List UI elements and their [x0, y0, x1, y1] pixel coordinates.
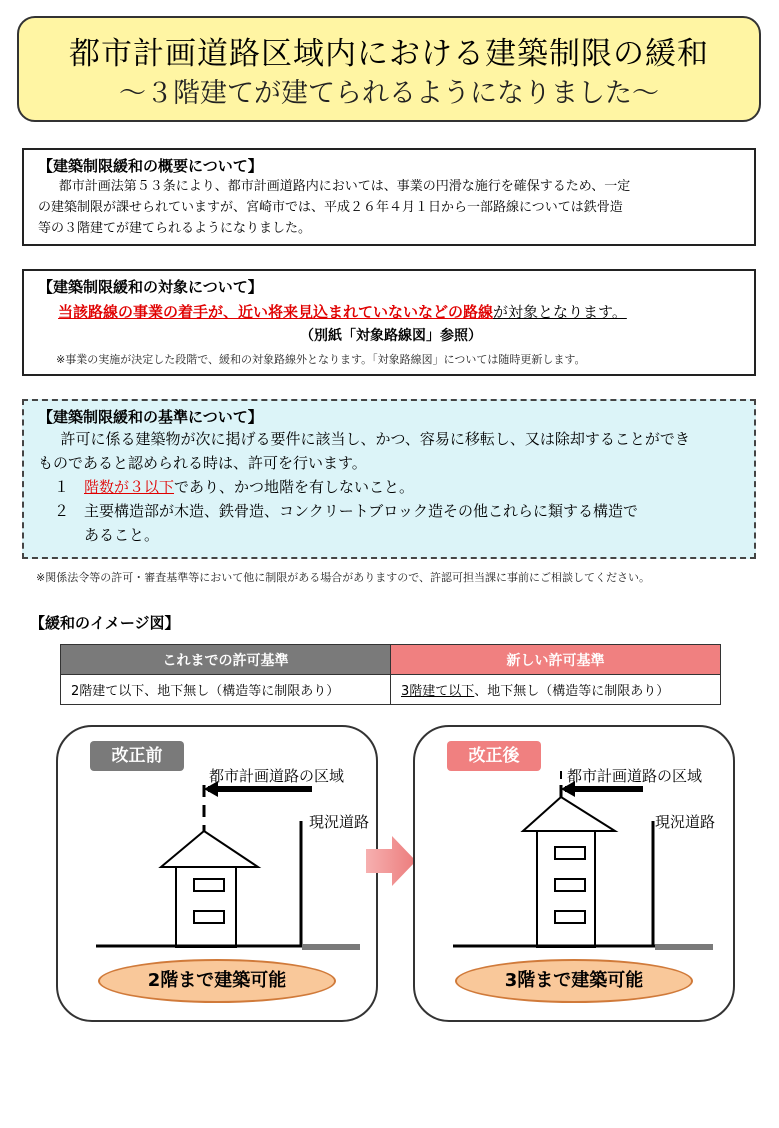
old-criteria-header: これまでの許可基準 — [61, 645, 391, 675]
after-tag: 改正後 — [447, 741, 541, 771]
target-note: ※事業の実施が決定した段階で、緩和の対象路線外となります。「対象路線図」については随時更新します。 — [56, 353, 586, 366]
new-criteria-value — [391, 675, 721, 705]
title-banner — [17, 16, 761, 122]
requirement-2-number: ２ — [54, 502, 70, 520]
requirement-1-number: １ — [54, 478, 70, 496]
before-tag: 改正前 — [90, 741, 184, 771]
before-result: 2階まで建築可能 — [98, 959, 336, 1003]
target-box — [22, 269, 756, 376]
criteria-line-1: 許可に係る建築物が次に掲げる要件に該当し、かつ、容易に移転し、又は除却することができ — [60, 430, 690, 448]
criteria-line-2: ものであると認められる時は、許可を行います。 — [38, 454, 367, 472]
requirement-2-continued: あること。 — [84, 526, 160, 544]
requirement-2-text: 主要構造部が木造、鉄骨造、コンクリートブロック造その他これらに類する構造で — [84, 502, 638, 520]
new-criteria-rest: 、地下無し（構造等に制限あり） — [474, 684, 670, 699]
new-criteria-emphasis: 3階建て以下 — [401, 684, 475, 699]
after-panel — [413, 725, 735, 1022]
image-section-title: 【緩和のイメージ図】 — [30, 614, 180, 632]
overview-line-3: 等の３階建てが建てられるようになりました。 — [38, 221, 312, 236]
page-subtitle: ～３階建てが建てられるようになりました～ — [119, 78, 659, 109]
before-road-label: 現況道路 — [309, 813, 370, 831]
target-reference: （別紙「対象路線図」参照） — [300, 328, 482, 344]
after-road-label: 現況道路 — [655, 813, 716, 831]
target-red-text: 当該路線の事業の着手が、近い将来見込まれていないなどの路線 — [58, 303, 494, 321]
after-result: 3階まで建築可能 — [455, 959, 693, 1003]
window-floor-1 — [194, 911, 224, 923]
window-floor-2 — [194, 879, 224, 891]
overview-line-2: の建築制限が課せられていますが、宮崎市では、平成２６年４月１日から一部路線については鉄骨造 — [38, 200, 623, 215]
requirement-1-text: であり、かつ地階を有しないこと。 — [174, 478, 415, 496]
old-criteria-value: 2階建て以下、地下無し（構造等に制限あり） — [61, 675, 391, 705]
window-floor-2 — [555, 879, 585, 891]
comparison-table — [60, 644, 721, 705]
target-statement — [38, 301, 744, 323]
criteria-heading: 【建築制限緩和の基準について】 — [38, 408, 263, 426]
target-black-text: が対象となります。 — [493, 303, 627, 321]
before-panel — [56, 725, 378, 1022]
overview-line-1: 都市計画法第５３条により、都市計画道路内においては、事業の円滑な施行を確保するため、一定 — [58, 179, 631, 194]
after-zone-label: 都市計画道路の区域 — [567, 767, 703, 785]
new-criteria-text — [401, 684, 669, 699]
comparison-value-row — [61, 675, 721, 705]
target-heading: 【建築制限緩和の対象について】 — [38, 278, 263, 296]
overview-box — [22, 148, 756, 246]
window-floor-3 — [555, 847, 585, 859]
transition-arrow-icon — [366, 836, 418, 886]
footnote: ※関係法令等の許可・審査基準等において他に制限がある場合がありますので、許認可担当課に事前にご相談してください。 — [36, 571, 650, 584]
existing-road-surface — [655, 944, 713, 950]
house-roof — [161, 831, 258, 867]
criteria-box — [22, 399, 756, 559]
overview-heading: 【建築制限緩和の概要について】 — [38, 157, 263, 175]
before-zone-label: 都市計画道路の区域 — [209, 767, 345, 785]
requirement-1-red: 階数が３以下 — [84, 478, 175, 496]
house-roof — [523, 797, 615, 831]
requirement-1 — [38, 475, 744, 499]
window-floor-1 — [555, 911, 585, 923]
page-title: 都市計画道路区域内における建築制限の緩和 — [69, 36, 709, 72]
new-criteria-header: 新しい許可基準 — [391, 645, 721, 675]
requirement-2 — [38, 499, 744, 523]
comparison-header-row — [61, 645, 721, 675]
existing-road-surface — [302, 944, 360, 950]
